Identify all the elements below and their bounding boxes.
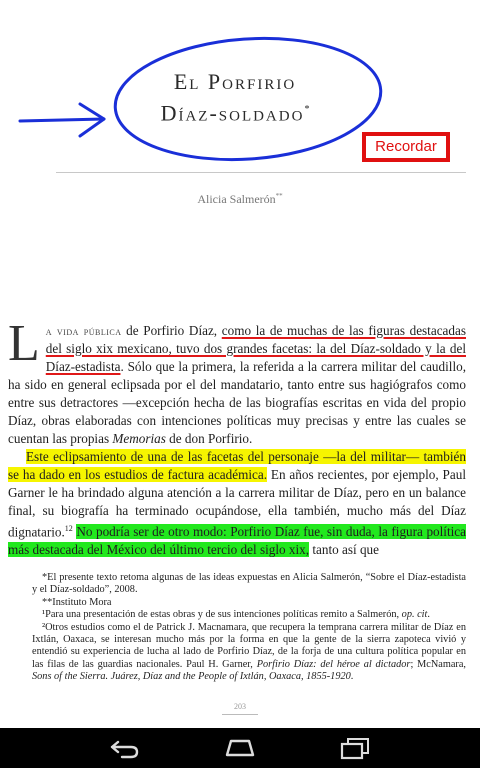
paragraph-1-text-c: de don Porfirio. bbox=[165, 431, 253, 446]
recent-apps-button[interactable] bbox=[334, 736, 374, 760]
body-text bbox=[8, 315, 467, 559]
footnote-1: *El presente texto retoma algunas de las ideas expuestas en Alicia Salmerón, “Sobre el Díaz-estadista y el Díaz-soldado”, 2008. bbox=[32, 572, 466, 596]
footnote-3-text-b: . bbox=[427, 609, 430, 621]
paragraph-2-text-a: En años recientes, por ejemplo, Paul Garner le ha brindado alguna atención a la carrera militar de Díaz, pero en un balance final, su biografía ha terminado ocupándose, ella también, mucho más del Díaz dignatario. bbox=[8, 467, 466, 540]
back-icon bbox=[104, 736, 144, 760]
footnote-4-text-c: . bbox=[350, 671, 354, 683]
author-footnote-mark: ** bbox=[275, 192, 283, 200]
footnote-3-emphasis: op. cit bbox=[401, 609, 428, 621]
red-underlined-passage[interactable]: como la de muchas de las figuras destacadas del siglo xix mexicano, tuvo dos grandes facetas: la del Díaz-soldado y la del Díaz-estadista bbox=[45, 323, 466, 374]
memorias-emphasis: Memorias bbox=[112, 431, 166, 446]
recordar-button[interactable]: Recordar bbox=[362, 132, 450, 162]
footnote-3 bbox=[32, 609, 466, 621]
footnotes bbox=[32, 572, 466, 684]
lead-in-small-caps: a vida pública bbox=[45, 324, 122, 338]
chapter-title-line2 bbox=[150, 96, 320, 127]
hand-drawn-arrow-shaft bbox=[20, 119, 104, 121]
footnote-4-emphasis-1: Porfirio Díaz: del héroe al dictador bbox=[256, 658, 411, 670]
chapter-title-line2-text: Díaz-soldado bbox=[160, 100, 305, 126]
title-divider bbox=[56, 172, 466, 173]
page-number: 203 bbox=[234, 702, 246, 711]
footnote-ref-12[interactable]: 12 bbox=[64, 524, 73, 533]
paragraph-2 bbox=[8, 448, 466, 559]
footnote-2: **Instituto Mora bbox=[42, 596, 112, 608]
paragraph-1 bbox=[8, 315, 466, 448]
recent-apps-icon bbox=[334, 736, 374, 760]
footnote-3-text-a: ¹Para una presentación de estas obras y de sus intenciones políticas remito a Salmerón, bbox=[42, 609, 402, 621]
paragraph-1-text-b: . Sólo que la primera, la referida a la carrera militar del caudillo, ha sido en general eclipsada por el del mandatario, tanto entre sus hagiógrafos como entre sus detractores —excepción hecha de las biografías escritas en vida del propio Díaz, obras elaboradas con intenciones políticas muy precisas y entre las cuales se cuentan las propias bbox=[8, 359, 466, 446]
page-number-rule bbox=[222, 714, 258, 715]
home-button[interactable] bbox=[220, 736, 260, 760]
footnote-4-text-b: ; McNamara, bbox=[410, 658, 467, 670]
back-button[interactable] bbox=[104, 736, 144, 760]
paragraph-1-text-a: de Porfirio Díaz, bbox=[121, 323, 222, 338]
title-footnote-mark: * bbox=[304, 104, 310, 115]
drop-cap: L bbox=[8, 315, 40, 372]
chapter-title-line1: El Porfirio bbox=[173, 69, 297, 94]
green-highlight-passage[interactable]: No podría ser de otro modo: Porfirio Díaz fue, sin duda, la figura política más destacada del México del último tercio del siglo xix, bbox=[8, 524, 467, 558]
system-navigation-bar bbox=[0, 728, 480, 768]
chapter-title bbox=[150, 68, 320, 127]
footnote-4-text-a: ²Otros estudios como el de Patrick J. Macnamara, que recupera la temprana carrera militar de Díaz en Ixtlán, Oaxaca, se interesan mucho más por la forma en que la gente de la sierra zapoteca vivió y entendió su experiencia de lucha al lado de Porfirio Díaz, de la forja de una cultura política popular en las filas de las guardias nacionales. Paul H. Garner, bbox=[32, 621, 466, 670]
author-line bbox=[0, 192, 480, 207]
author-name: Alicia Salmerón bbox=[197, 192, 276, 206]
paragraph-2-text-b: tanto así que bbox=[309, 542, 379, 558]
yellow-highlight-passage[interactable]: Este eclipsamiento de una de las facetas del personaje —la del militar— también se ha dado en los estudios de factura académica. bbox=[8, 449, 466, 482]
home-icon bbox=[220, 736, 260, 760]
footnote-4 bbox=[32, 622, 466, 684]
footnote-4-emphasis-2: Sons of the Sierra. Juárez, Díaz and the People of Ixtlán, Oaxaca, 1855-1920 bbox=[32, 671, 351, 683]
